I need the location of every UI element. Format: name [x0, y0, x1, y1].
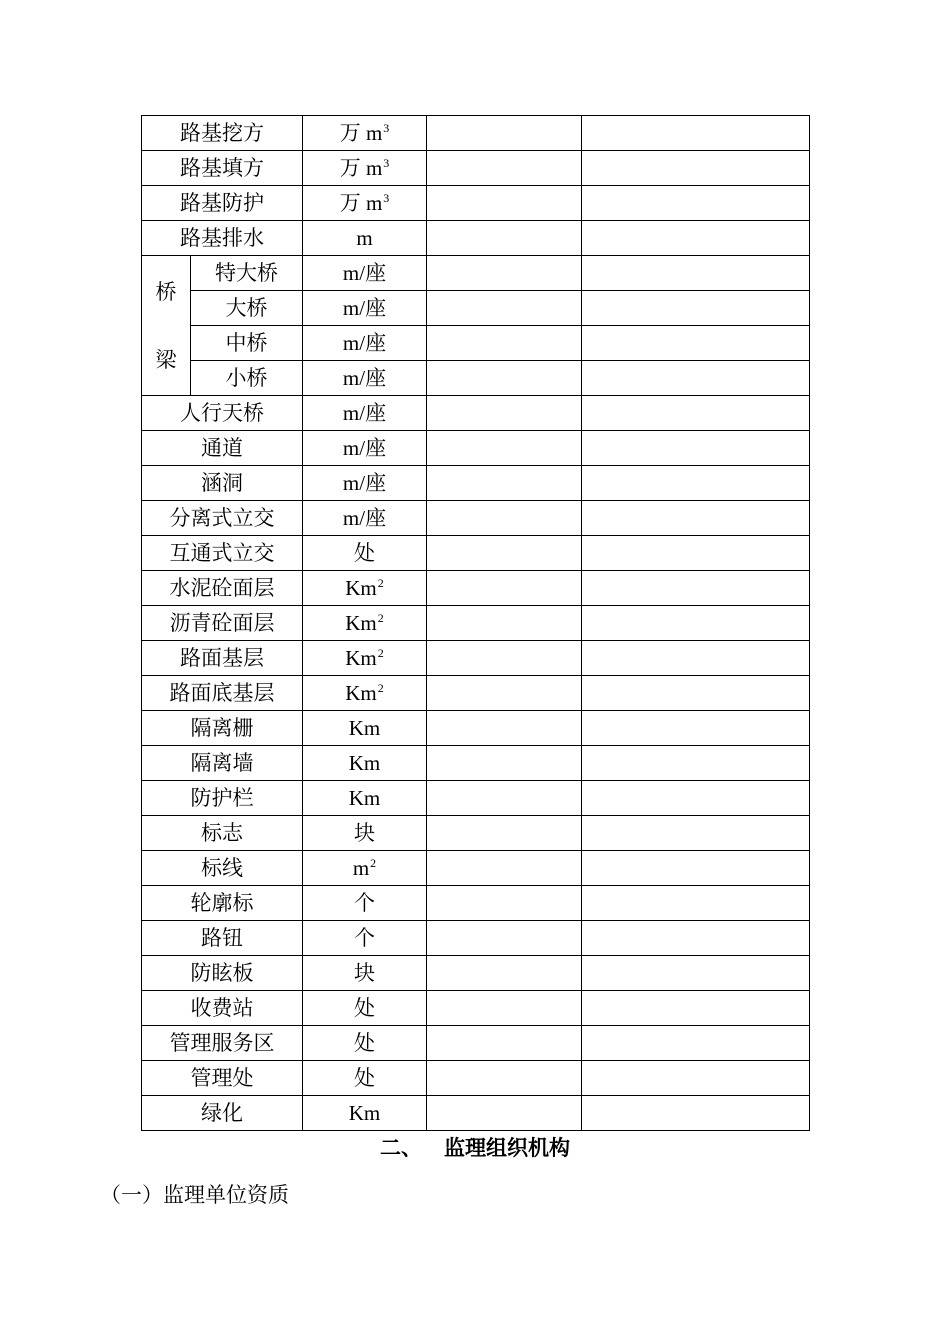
quantity-cell — [427, 571, 582, 606]
remark-cell — [582, 746, 810, 781]
remark-cell — [582, 186, 810, 221]
unit-cell — [303, 256, 427, 291]
unit-text: m — [356, 226, 373, 250]
unit-text: Km — [348, 1101, 381, 1125]
table-row — [142, 256, 810, 291]
remark-cell — [582, 606, 810, 641]
table-row — [142, 466, 810, 501]
item-cell: 防护栏 — [142, 781, 303, 816]
remark-cell — [582, 361, 810, 396]
quantity-cell — [427, 361, 582, 396]
item-cell: 小桥 — [191, 361, 303, 396]
group-label-char: 桥 — [155, 279, 177, 304]
item-cell: 特大桥 — [191, 256, 303, 291]
unit-text: m/座 — [342, 471, 387, 495]
unit-text: 万 m — [339, 156, 383, 180]
unit-text: m/座 — [342, 401, 387, 425]
item-cell: 收费站 — [142, 991, 303, 1026]
quantity-cell — [427, 1026, 582, 1061]
quantity-cell — [427, 641, 582, 676]
item-cell: 管理处 — [142, 1061, 303, 1096]
unit-superscript: 3 — [383, 156, 390, 171]
item-cell: 分离式立交 — [142, 501, 303, 536]
item-cell: 路基挖方 — [142, 116, 303, 151]
unit-cell — [303, 501, 427, 536]
unit-text: m/座 — [342, 261, 387, 285]
item-cell: 互通式立交 — [142, 536, 303, 571]
item-cell: 轮廓标 — [142, 886, 303, 921]
quantity-cell — [427, 1061, 582, 1096]
unit-superscript: 2 — [377, 681, 384, 696]
remark-cell — [582, 221, 810, 256]
unit-cell — [303, 116, 427, 151]
remark-cell — [582, 151, 810, 186]
unit-cell — [303, 186, 427, 221]
unit-text: m/座 — [342, 296, 387, 320]
unit-cell — [303, 361, 427, 396]
quantity-cell — [427, 256, 582, 291]
unit-cell — [303, 641, 427, 676]
table-row — [142, 816, 810, 851]
remark-cell — [582, 781, 810, 816]
quantity-cell — [427, 921, 582, 956]
table-row — [142, 781, 810, 816]
table-row — [142, 956, 810, 991]
remark-cell — [582, 396, 810, 431]
unit-cell — [303, 676, 427, 711]
quantity-cell — [427, 816, 582, 851]
unit-text: m/座 — [342, 506, 387, 530]
remark-cell — [582, 711, 810, 746]
unit-text: 个 — [354, 891, 375, 915]
group-label-char: 梁 — [155, 347, 177, 372]
item-cell: 人行天桥 — [142, 396, 303, 431]
unit-cell — [303, 746, 427, 781]
subheading: （一）监理单位资质 — [100, 1183, 289, 1207]
unit-text: m/座 — [342, 366, 387, 390]
unit-superscript: 3 — [383, 121, 390, 136]
table-row — [142, 116, 810, 151]
unit-text: Km — [348, 716, 381, 740]
remark-cell — [582, 851, 810, 886]
unit-cell — [303, 571, 427, 606]
remark-cell — [582, 116, 810, 151]
unit-superscript: 2 — [370, 856, 377, 871]
unit-text: 处 — [354, 1031, 375, 1055]
quantity-cell — [427, 221, 582, 256]
table-row — [142, 886, 810, 921]
table-row — [142, 1096, 810, 1131]
unit-cell — [303, 396, 427, 431]
table-row — [142, 921, 810, 956]
table-row — [142, 676, 810, 711]
table-row — [142, 991, 810, 1026]
unit-text: Km — [345, 576, 377, 600]
unit-cell — [303, 781, 427, 816]
unit-cell — [303, 221, 427, 256]
unit-cell — [303, 606, 427, 641]
quantity-cell — [427, 326, 582, 361]
table-row — [142, 431, 810, 466]
unit-text: Km — [345, 611, 377, 635]
quantity-cell — [427, 991, 582, 1026]
unit-text: 万 m — [339, 121, 383, 145]
unit-cell — [303, 431, 427, 466]
item-cell: 水泥砼面层 — [142, 571, 303, 606]
quantity-cell — [427, 781, 582, 816]
remark-cell — [582, 536, 810, 571]
quantity-cell — [427, 501, 582, 536]
item-cell: 路基防护 — [142, 186, 303, 221]
unit-cell — [303, 536, 427, 571]
remark-cell — [582, 921, 810, 956]
table-row — [142, 501, 810, 536]
remark-cell — [582, 326, 810, 361]
quantity-cell — [427, 396, 582, 431]
unit-text: 处 — [354, 541, 375, 565]
remark-cell — [582, 256, 810, 291]
unit-cell — [303, 956, 427, 991]
quantity-cell — [427, 1096, 582, 1131]
remark-cell — [582, 816, 810, 851]
unit-superscript: 3 — [383, 191, 390, 206]
unit-text: 块 — [354, 821, 375, 845]
unit-superscript: 2 — [377, 576, 384, 591]
quantity-cell — [427, 956, 582, 991]
unit-cell — [303, 466, 427, 501]
unit-cell — [303, 1096, 427, 1131]
unit-superscript: 2 — [377, 611, 384, 626]
item-cell: 路基填方 — [142, 151, 303, 186]
table-row — [142, 536, 810, 571]
table-row — [142, 1026, 810, 1061]
unit-cell — [303, 921, 427, 956]
table-row — [142, 746, 810, 781]
quantity-cell — [427, 466, 582, 501]
item-cell: 隔离墙 — [142, 746, 303, 781]
table-row — [142, 571, 810, 606]
quantity-cell — [427, 116, 582, 151]
item-cell: 隔离栅 — [142, 711, 303, 746]
unit-cell — [303, 1061, 427, 1096]
item-cell: 大桥 — [191, 291, 303, 326]
unit-cell — [303, 326, 427, 361]
item-cell: 路钮 — [142, 921, 303, 956]
table-row — [142, 851, 810, 886]
table-body — [142, 116, 810, 1131]
unit-text: Km — [345, 646, 377, 670]
bridge-group-label — [142, 256, 191, 396]
remark-cell — [582, 291, 810, 326]
table-row — [142, 151, 810, 186]
item-cell: 中桥 — [191, 326, 303, 361]
quantity-cell — [427, 151, 582, 186]
unit-text: Km — [345, 681, 377, 705]
remark-cell — [582, 886, 810, 921]
unit-cell — [303, 711, 427, 746]
remark-cell — [582, 501, 810, 536]
unit-text: m/座 — [342, 331, 387, 355]
unit-superscript: 2 — [377, 646, 384, 661]
quantity-cell — [427, 851, 582, 886]
table-row — [142, 221, 810, 256]
unit-text: Km — [348, 786, 381, 810]
quantity-cell — [427, 676, 582, 711]
remark-cell — [582, 1026, 810, 1061]
remark-cell — [582, 466, 810, 501]
remark-cell — [582, 571, 810, 606]
quantity-cell — [427, 746, 582, 781]
item-cell: 防眩板 — [142, 956, 303, 991]
remark-cell — [582, 1061, 810, 1096]
unit-cell — [303, 816, 427, 851]
item-cell: 沥青砼面层 — [142, 606, 303, 641]
quantity-cell — [427, 186, 582, 221]
quantity-cell — [427, 606, 582, 641]
quantities-table — [141, 115, 810, 1131]
table-row — [142, 641, 810, 676]
unit-cell — [303, 851, 427, 886]
quantity-cell — [427, 431, 582, 466]
table-row — [142, 396, 810, 431]
unit-cell — [303, 151, 427, 186]
table-row — [142, 711, 810, 746]
quantity-cell — [427, 886, 582, 921]
table-row — [142, 326, 810, 361]
remark-cell — [582, 676, 810, 711]
unit-text: Km — [348, 751, 381, 775]
table-row — [142, 1061, 810, 1096]
item-cell: 涵洞 — [142, 466, 303, 501]
item-cell: 通道 — [142, 431, 303, 466]
table-row — [142, 361, 810, 396]
unit-cell — [303, 291, 427, 326]
remark-cell — [582, 641, 810, 676]
table-row — [142, 291, 810, 326]
unit-cell — [303, 1026, 427, 1061]
quantity-cell — [427, 536, 582, 571]
item-cell: 绿化 — [142, 1096, 303, 1131]
item-cell: 管理服务区 — [142, 1026, 303, 1061]
remark-cell — [582, 956, 810, 991]
unit-cell — [303, 991, 427, 1026]
unit-text: m — [352, 856, 370, 880]
section-title: 二、 监理组织机构 — [380, 1135, 570, 1160]
table-row — [142, 606, 810, 641]
unit-text: 块 — [354, 961, 375, 985]
unit-text: m/座 — [342, 436, 387, 460]
unit-text: 处 — [354, 996, 375, 1020]
item-cell: 路基排水 — [142, 221, 303, 256]
item-cell: 路面底基层 — [142, 676, 303, 711]
unit-text: 个 — [354, 926, 375, 950]
remark-cell — [582, 1096, 810, 1131]
table-row — [142, 186, 810, 221]
item-cell: 标志 — [142, 816, 303, 851]
item-cell: 路面基层 — [142, 641, 303, 676]
quantity-cell — [427, 291, 582, 326]
remark-cell — [582, 991, 810, 1026]
item-cell: 标线 — [142, 851, 303, 886]
quantity-cell — [427, 711, 582, 746]
unit-text: 处 — [354, 1066, 375, 1090]
unit-cell — [303, 886, 427, 921]
unit-text: 万 m — [339, 191, 383, 215]
remark-cell — [582, 431, 810, 466]
